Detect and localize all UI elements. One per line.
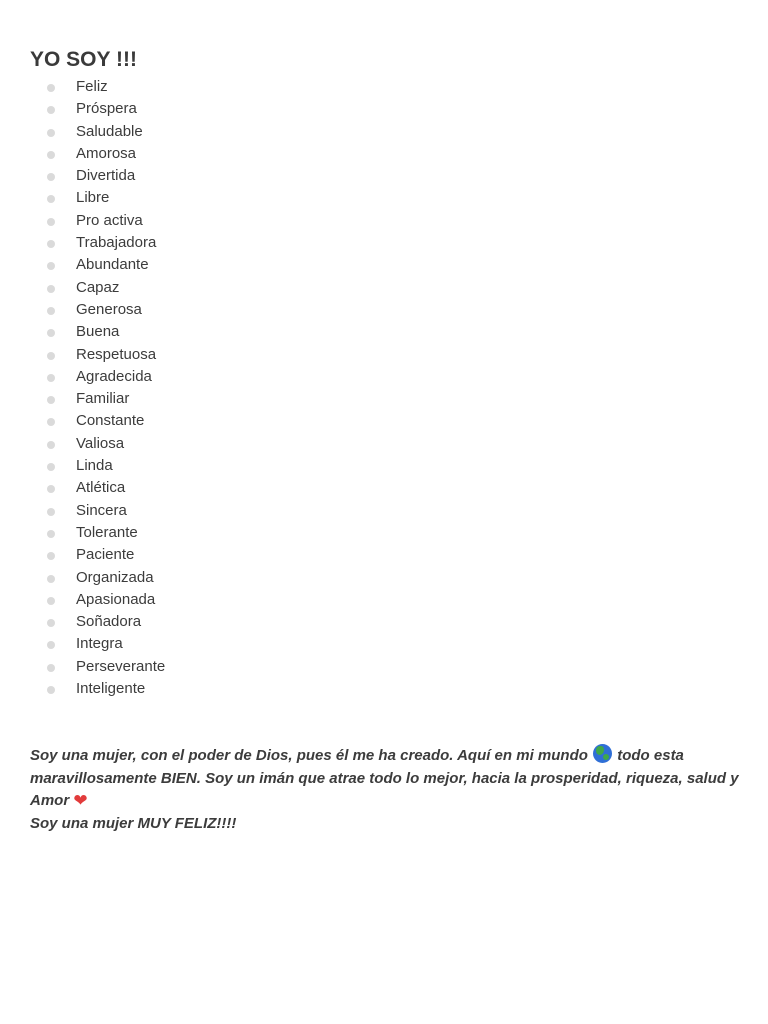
bullet-dot-icon: [47, 173, 55, 181]
list-item: [0, 76, 165, 98]
list-item-label: Próspera: [76, 100, 137, 118]
globe-emoji-icon: [593, 744, 612, 763]
list-item-label: Abundante: [76, 256, 149, 274]
list-item-label: Divertida: [76, 167, 136, 185]
list-item: [0, 121, 165, 143]
list-item: [0, 544, 165, 566]
list-item: [0, 143, 165, 165]
bullet-dot-icon: [47, 664, 55, 672]
list-item-label: Linda: [76, 457, 113, 475]
list-item: [0, 165, 165, 187]
bullet-dot-icon: [47, 619, 55, 627]
list-item-label: Paciente: [76, 546, 135, 564]
list-item-label: Capaz: [76, 278, 120, 296]
bullet-dot-icon: [47, 218, 55, 226]
list-item: [0, 187, 165, 209]
list-item-label: Apasionada: [76, 590, 156, 608]
list-item: [0, 366, 165, 388]
list-item: [0, 522, 165, 544]
closing-line-1: [30, 744, 742, 813]
list-item: [0, 567, 165, 589]
bullet-dot-icon: [47, 463, 55, 471]
list-item-label: Trabajadora: [76, 234, 157, 252]
bullet-dot-icon: [47, 352, 55, 360]
list-item: [0, 656, 165, 678]
list-item-label: Organizada: [76, 568, 154, 586]
list-item-label: Constante: [76, 412, 145, 430]
list-item-label: Soñadora: [76, 613, 142, 631]
list-item: [0, 344, 165, 366]
bullet-dot-icon: [47, 641, 55, 649]
list-item-label: Agradecida: [76, 367, 152, 385]
bullet-dot-icon: [47, 285, 55, 293]
bullet-dot-icon: [47, 151, 55, 159]
list-item-label: Amorosa: [76, 144, 137, 162]
bullet-dot-icon: [47, 195, 55, 203]
list-item-label: Valiosa: [76, 434, 125, 452]
bullet-dot-icon: [47, 418, 55, 426]
bullet-dot-icon: [47, 686, 55, 694]
bullet-dot-icon: [47, 575, 55, 583]
list-item-label: Familiar: [76, 390, 130, 408]
list-item: [0, 210, 165, 232]
list-item: [0, 277, 165, 299]
list-item-label: Generosa: [76, 300, 142, 318]
list-item-label: Pro activa: [76, 211, 143, 229]
list-item-label: Tolerante: [76, 523, 138, 541]
bullet-dot-icon: [47, 329, 55, 337]
bullet-dot-icon: [47, 84, 55, 92]
list-item-label: Buena: [76, 323, 120, 341]
closing-text-part-1: Soy una mujer, con el poder de Dios, pues él me ha creado. Aquí en mi mundo: [30, 747, 593, 764]
list-item-label: Feliz: [76, 78, 108, 95]
bullet-list: [0, 76, 165, 700]
bullet-dot-icon: [47, 597, 55, 605]
closing-line-2: Soy una mujer MUY FELIZ!!!!: [30, 814, 237, 832]
list-item: [0, 455, 165, 477]
bullet-dot-icon: [47, 441, 55, 449]
bullet-dot-icon: [47, 307, 55, 315]
list-item-label: Atlética: [76, 479, 126, 497]
closing-text-part-2: todo esta maravillosamente BIEN. Soy un imán que atrae todo lo mejor, hacia la prosperidad, riqueza, salud y Amor: [30, 747, 739, 809]
list-item: [0, 633, 165, 655]
list-item: [0, 254, 165, 276]
list-item: [0, 611, 165, 633]
bullet-dot-icon: [47, 396, 55, 404]
list-item: [0, 410, 165, 432]
list-item-label: Perseverante: [76, 657, 166, 675]
bullet-dot-icon: [47, 129, 55, 137]
bullet-dot-icon: [47, 508, 55, 516]
list-item: [0, 321, 165, 343]
list-item-label: Inteligente: [76, 680, 146, 698]
list-item: [0, 388, 165, 410]
bullet-dot-icon: [47, 530, 55, 538]
bullet-dot-icon: [47, 106, 55, 114]
list-item-label: Integra: [76, 635, 123, 653]
closing-paragraph: [30, 744, 742, 835]
list-item-label: Sincera: [76, 501, 127, 519]
list-item: [0, 589, 165, 611]
list-item: [0, 232, 165, 254]
list-item-label: Libre: [76, 189, 110, 207]
list-item: [0, 98, 165, 120]
note-title: YO SOY !!!: [30, 48, 137, 71]
bullet-dot-icon: [47, 552, 55, 560]
list-item: [0, 500, 165, 522]
bullet-dot-icon: [47, 374, 55, 382]
bullet-dot-icon: [47, 262, 55, 270]
list-item-label: Respetuosa: [76, 345, 157, 363]
heart-emoji-icon: ❤: [73, 791, 88, 811]
list-item: [0, 299, 165, 321]
bullet-dot-icon: [47, 240, 55, 248]
list-item: [0, 477, 165, 499]
list-item-label: Saludable: [76, 122, 143, 140]
list-item: [0, 678, 165, 700]
bullet-dot-icon: [47, 485, 55, 493]
list-item: [0, 433, 165, 455]
